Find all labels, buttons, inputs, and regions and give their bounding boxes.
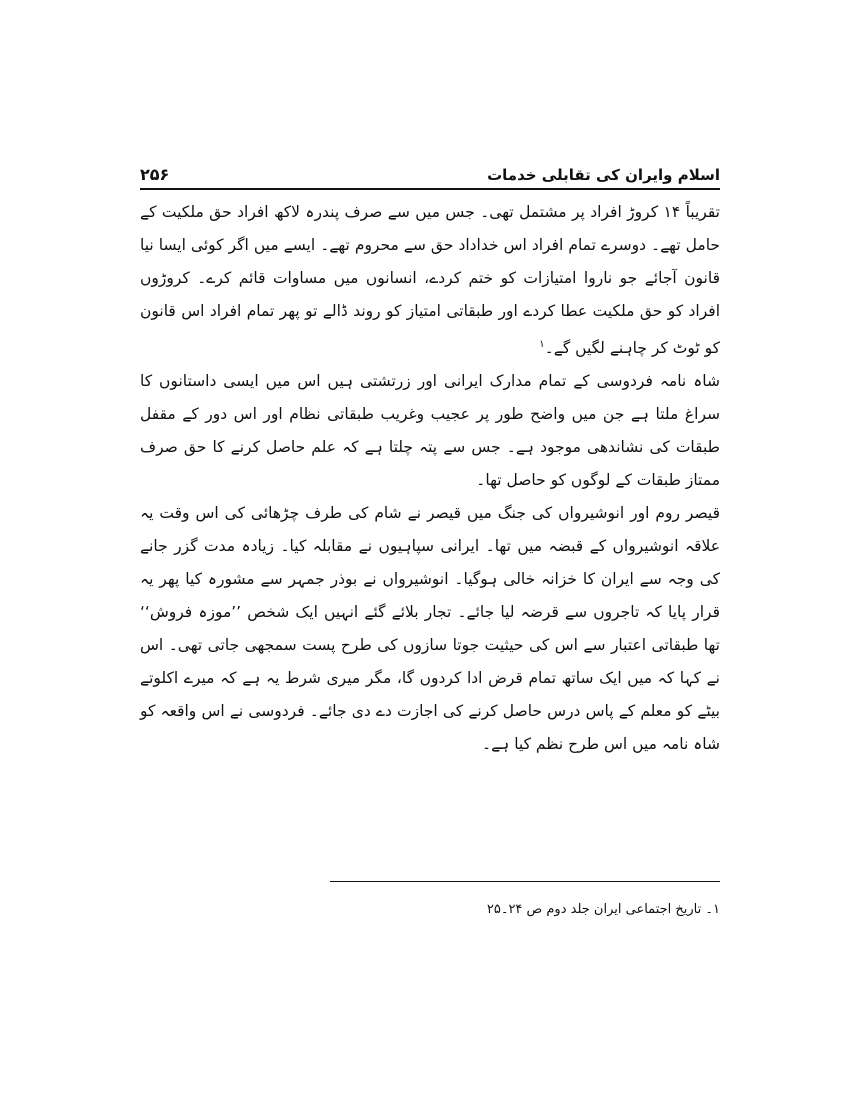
body-text <box>140 196 720 761</box>
paragraph-3: قیصر روم اور انوشیرواں کی جنگ میں قیصر نے شام کی طرف چڑھائی کی اس وقت یہ علاقہ انوشیرواں کے قبضہ میں تھا۔ ایرانی سپاہیوں نے مقابلہ کیا۔ زیادہ مدت گزر جانے کی وجہ سے ایران کا خزانہ خالی ہوگیا۔ انوشیرواں نے بوذر جمہر سے مشورہ کیا پھر یہ قرار پایا کہ تاجروں سے قرضہ لیا جائے۔ تجار بلائے گئے انہیں ایک شخص ’’موزہ فروش‘‘ تھا طبقاتی اعتبار سے اس کی حیثیت جوتا سازوں کی طرح پست سمجھی جاتی تھی۔ اس نے کہا کہ میں ایک ساتھ تمام قرض ادا کردوں گا، مگر میری شرط یہ ہے کہ میرے اکلوتے بیٹے کو معلم کے پاس درس حاصل کرنے کی اجازت دے دی جائے۔ فردوسی نے اس واقعہ کو شاہ نامہ میں اس طرح نظم کیا ہے۔ <box>140 504 720 754</box>
header-rule <box>140 188 720 190</box>
footnote-reference: ۱ <box>539 339 545 350</box>
footnote: ۱۔ تاریخ اجتماعی ایران جلد دوم ص ۲۴۔۲۵ <box>486 902 720 917</box>
paragraph-2: شاہ نامہ فردوسی کے تمام مدارک ایرانی اور زرتشتی ہیں اس میں ایسی داستانوں کا سراغ ملتا ہے جن میں واضح طور پر عجیب وغریب طبقاتی نظام اور اس دور کے مقفل طبقات کی نشاندھی موجود ہے۔ جس سے پتہ چلتا ہے کہ علم حاصل کرنے کا حق صرف ممتاز طبقات کے لوگوں کو حاصل تھا۔ <box>140 372 720 490</box>
header-title: اسلام وایران کی تقابلی خدمات <box>487 166 720 184</box>
footnote-rule <box>330 881 720 882</box>
paragraph-1 <box>140 196 720 365</box>
paragraph-1-text: تقریباً ۱۴ کروڑ افراد پر مشتمل تھی۔ جس میں سے صرف پندرہ لاکھ افراد حق ملکیت کے حامل تھے۔ دوسرے تمام افراد اس خداداد حق سے محروم تھے۔ ایسے میں اگر کوئی ایسا نیا قانون آجائے جو ناروا امتیازات کو ختم کردے، انسانوں میں مساوات قائم کرے۔ کروڑوں افراد کو حق ملکیت عطا کردے اور طبقاتی امتیاز کو روند ڈالے تو پھر تمام افراد اس قانون کو ٹوٹ کر چاہنے لگیں گے۔ <box>140 203 720 358</box>
running-header <box>140 158 720 184</box>
page-number: ۲۵۶ <box>140 165 170 184</box>
